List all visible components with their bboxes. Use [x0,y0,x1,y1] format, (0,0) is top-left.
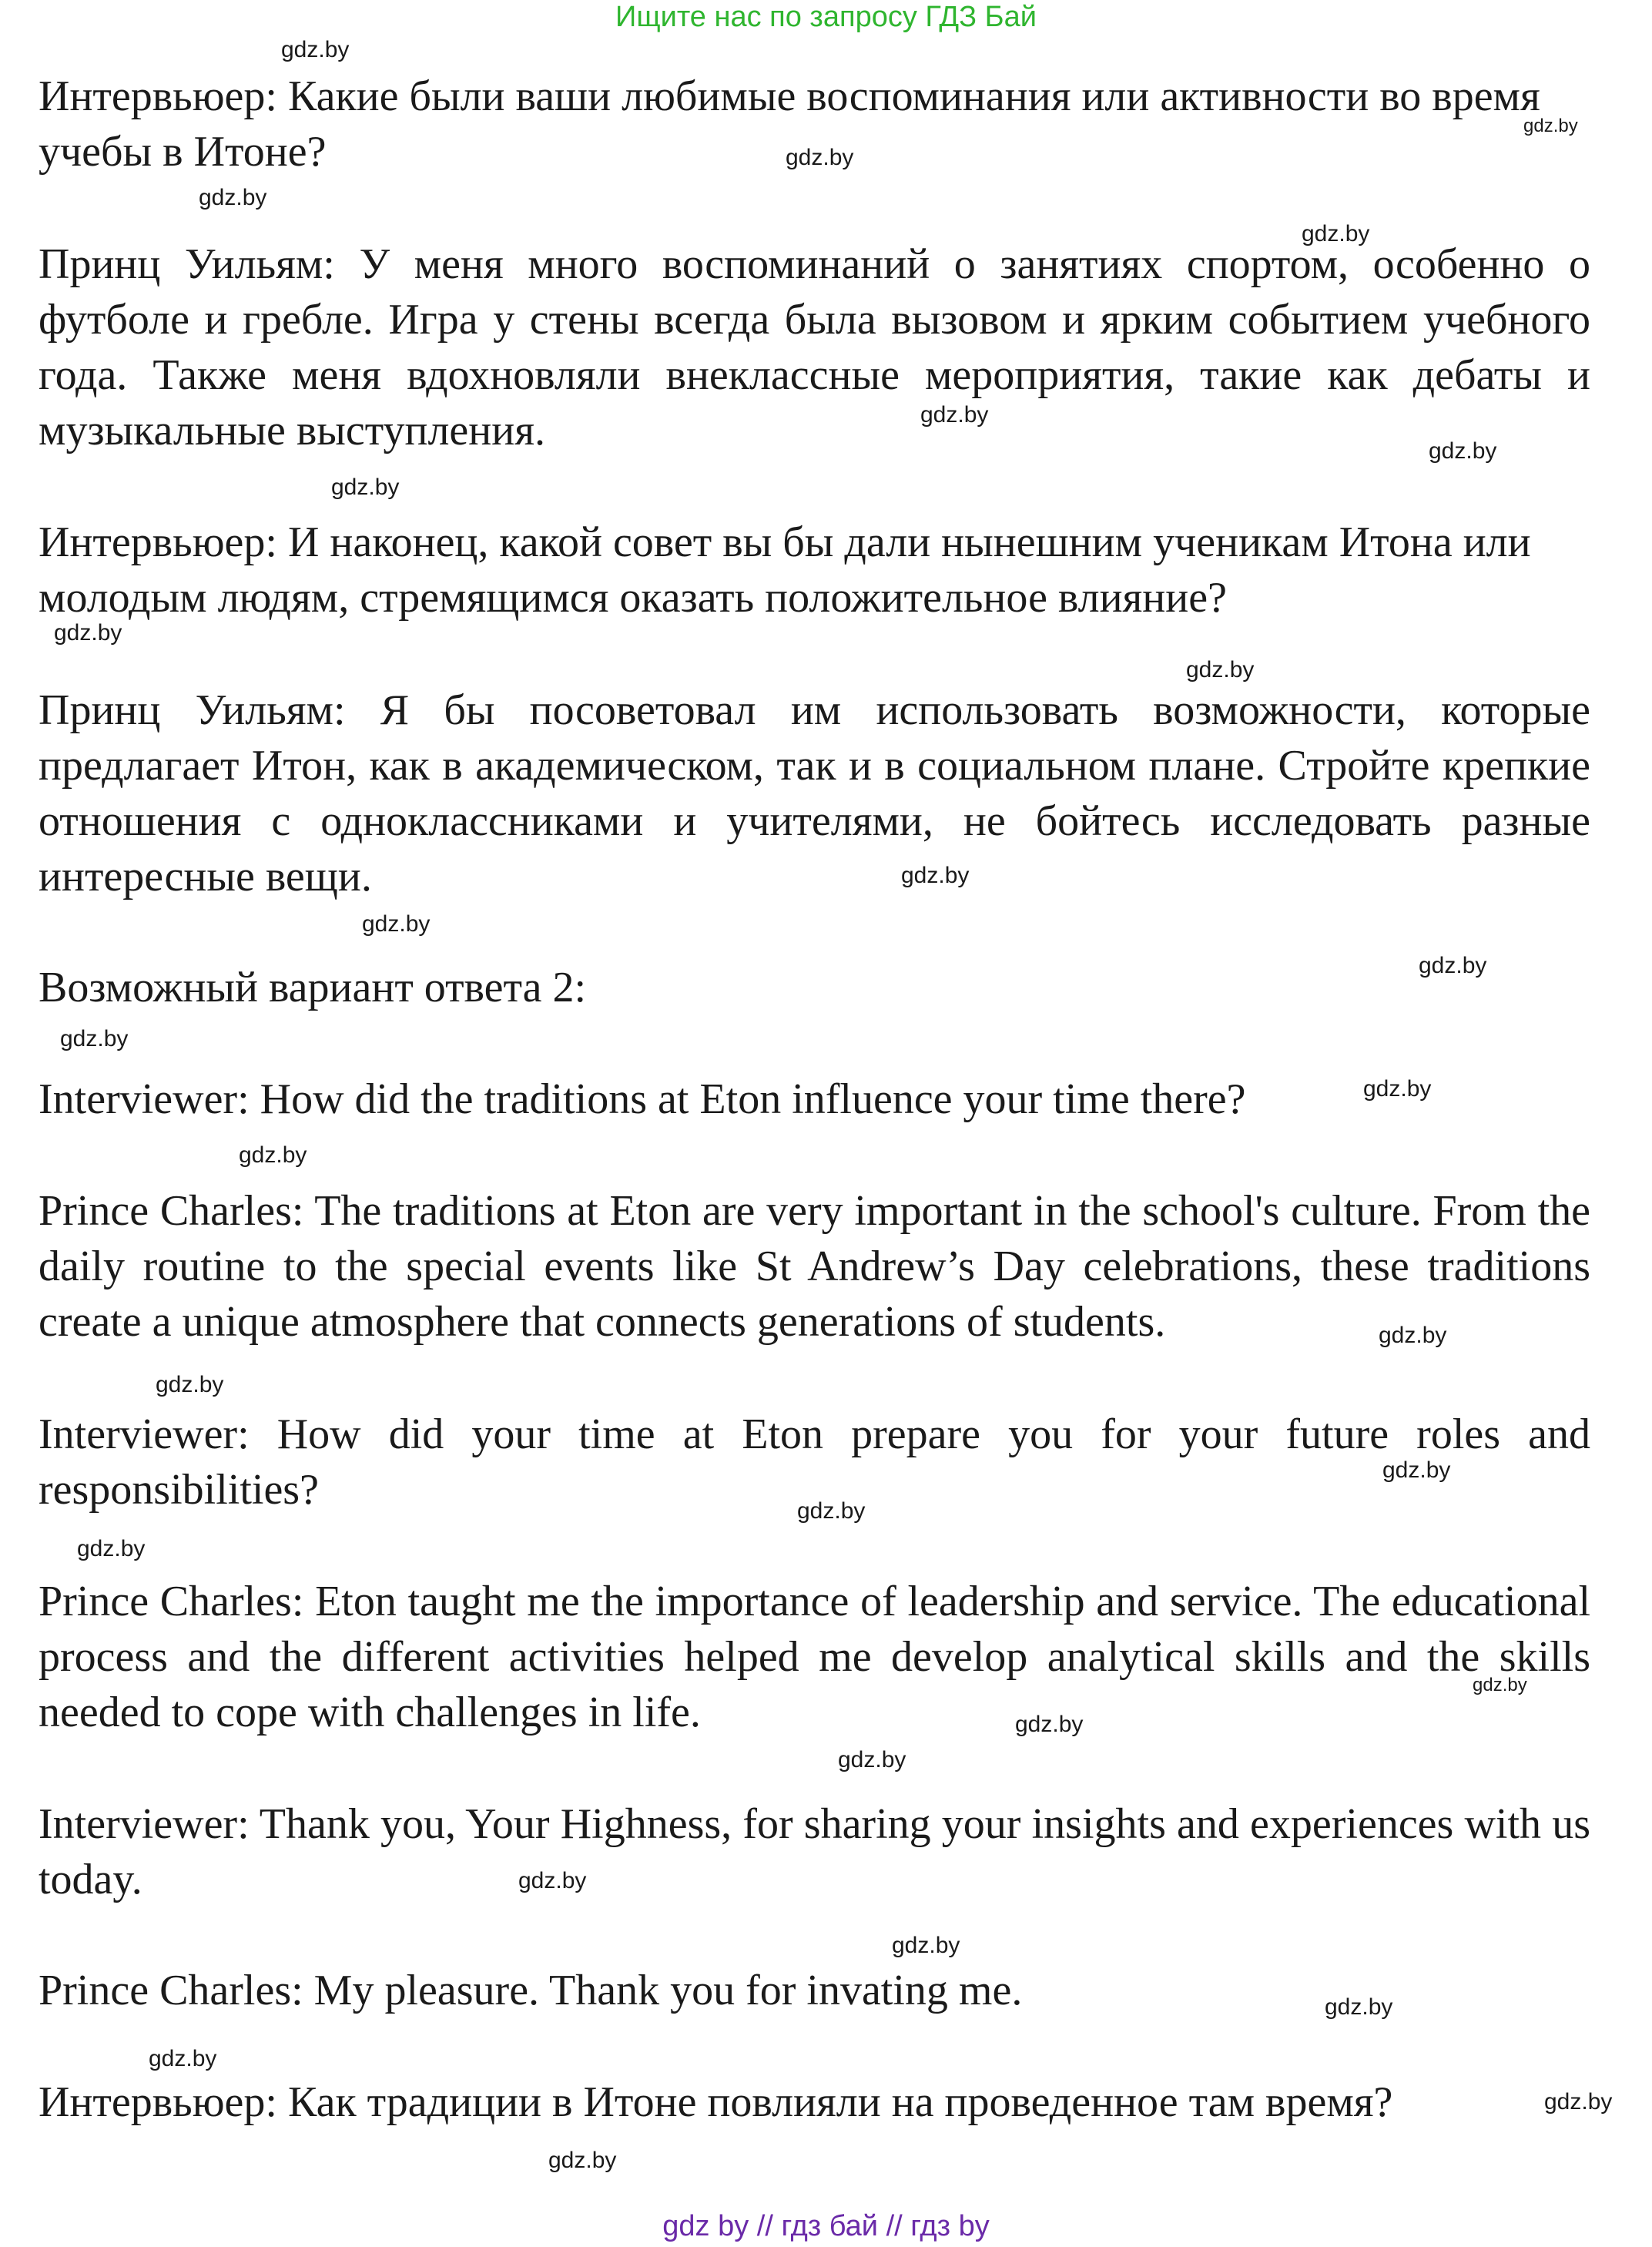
paragraph-interviewer-3: Interviewer: How did the traditions at Eton influence your time there? [39,1075,1246,1123]
paragraph-prince-charles-2: Prince Charles: Eton taught me the importance of leadership and service. The educational process and the different activities helped me develop analytical skills and the skills needed to cope with challenges in life. [39,1578,1590,1736]
paragraph-prince-charles-3: Prince Charles: My pleasure. Thank you for invating me. [39,1967,1023,2014]
paragraph-prince-william-1: Принц Уильям: У меня много воспоминаний о занятиях спортом, особенно о футболе и гребле. Игра у стены всегда была вызовом и ярким событием учебного года. Также меня вдохновляли внеклассные мероприятия, такие как дебаты и музыкальные выступления. [39,240,1590,454]
watermark-text: gdz.by [901,863,970,888]
watermark-text: gdz.by [1419,953,1487,978]
watermark-text: gdz.by [548,2148,617,2173]
watermark-text: gdz.by [1302,221,1370,246]
paragraph-interviewer-5: Interviewer: Thank you, Your Highness, for sharing your insights and experiences with us today. [39,1800,1590,1903]
watermark-text: gdz.by [920,402,989,428]
watermark-text: gdz.by [281,37,350,62]
watermark-text: gdz.by [149,2046,217,2071]
paragraph-variant-heading: Возможный вариант ответа 2: [39,964,587,1011]
paragraph-interviewer-4: Interviewer: How did your time at Eton prepare you for your future roles and responsibilities? [39,1410,1590,1514]
watermark-text: gdz.by [199,185,267,210]
paragraph-prince-william-2: Принц Уильям: Я бы посоветовал им использовать возможности, которые предлагает Итон, как в академическом, так и в социальном плане. Стройте крепкие отношения с одноклассниками и учителями, не бойтесь исследовать разные интересные вещи. [39,686,1590,900]
watermark-text: gdz.by [1382,1457,1451,1483]
watermark-text: gdz.by [892,1933,960,1958]
paragraph-interviewer-1: Интервьюер: Какие были ваши любимые воспоминания или активности во время учебы в Итоне? [39,72,1540,176]
watermark-text: gdz.by [838,1747,906,1772]
watermark-text: gdz.by [1015,1712,1084,1737]
paragraph-prince-charles-1: Prince Charles: The traditions at Eton are very important in the school's culture. From the daily routine to the special events like St Andrew’s Day celebrations, these traditions create a unique atmosphere that connects generations of students. [39,1187,1590,1346]
watermark-text: gdz.by [1363,1076,1432,1102]
watermark-text: gdz.by [60,1026,129,1051]
watermark-text: gdz.by [156,1372,224,1397]
paragraph-interviewer-2: Интервьюер: И наконец, какой совет вы бы дали нынешним ученикам Итона или молодым людям, стремящимся оказать положительное влияние? [39,518,1531,622]
watermark-text: gdz.by [1523,116,1578,136]
watermark-text: gdz.by [1325,1994,1393,2020]
watermark-text: gdz.by [786,145,854,170]
watermark-text: gdz.by [518,1868,587,1893]
watermark-text: gdz.by [54,620,122,646]
top-banner: Ищите нас по запросу ГДЗ Бай [615,1,1037,33]
watermark-text: gdz.by [1544,2089,1613,2115]
footer-links: gdz by // гдз бай // гдз by [662,2210,990,2242]
watermark-text: gdz.by [239,1142,307,1168]
watermark-text: gdz.by [1379,1323,1447,1348]
watermark-text: gdz.by [331,475,400,500]
watermark-text: gdz.by [362,911,431,937]
watermark-text: gdz.by [1429,438,1497,464]
watermark-text: gdz.by [1473,1675,1527,1695]
watermark-text: gdz.by [1186,657,1255,682]
watermark-text: gdz.by [77,1536,146,1561]
watermark-text: gdz.by [797,1498,866,1524]
paragraph-interviewer-6: Интервьюер: Как традиции в Итоне повлияли на проведенное там время? [39,2078,1393,2126]
